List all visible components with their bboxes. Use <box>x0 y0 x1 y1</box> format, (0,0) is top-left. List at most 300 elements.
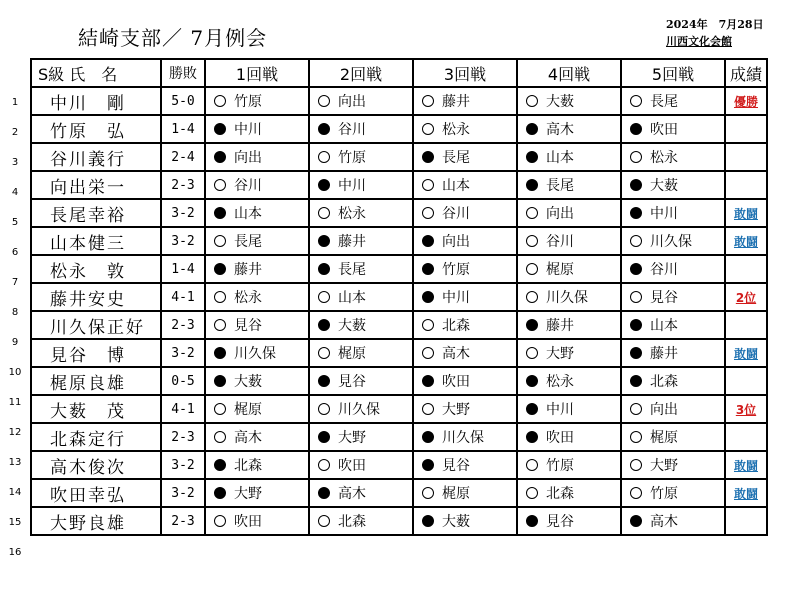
row-number: 15 <box>8 517 22 528</box>
opponent-name: 竹原 <box>650 486 678 502</box>
opponent-name: 向出 <box>442 234 470 250</box>
win-circle-icon <box>318 403 330 415</box>
table-row <box>31 87 767 115</box>
final-result <box>725 115 767 143</box>
win-circle-icon <box>214 515 226 527</box>
table-row <box>31 283 767 311</box>
opponent-name: 見谷 <box>442 458 470 474</box>
opponent-name: 竹原 <box>442 262 470 278</box>
round-5-cell <box>621 479 725 507</box>
player-name: 北森定行 <box>31 423 161 451</box>
round-4-cell <box>517 423 621 451</box>
opponent-name: 竹原 <box>338 150 366 166</box>
row-number: 16 <box>8 547 22 558</box>
player-name: 中川 剛 <box>31 87 161 115</box>
round-4-cell <box>517 395 621 423</box>
opponent-name: 見谷 <box>650 290 678 306</box>
opponent-name: 松永 <box>546 374 574 390</box>
win-circle-icon <box>630 403 642 415</box>
round-3-cell <box>413 423 517 451</box>
win-circle-icon <box>630 431 642 443</box>
row-number: 11 <box>8 397 22 408</box>
round-4-cell <box>517 339 621 367</box>
final-result: 敢闘 <box>725 451 767 479</box>
event-date: 2024年 7月28日 <box>666 18 764 31</box>
row-number: 8 <box>11 307 19 318</box>
player-name: 梶原良雄 <box>31 367 161 395</box>
player-name: 山本健三 <box>31 227 161 255</box>
table-row <box>31 255 767 283</box>
opponent-name: 北森 <box>338 514 366 530</box>
opponent-name: 梶原 <box>338 346 366 362</box>
event-meta <box>666 16 764 50</box>
win-circle-icon <box>422 95 434 107</box>
opponent-name: 竹原 <box>546 458 574 474</box>
win-loss-record: 2-3 <box>161 507 205 535</box>
opponent-name: 中川 <box>338 178 366 194</box>
round-3-cell <box>413 479 517 507</box>
loss-circle-icon <box>214 459 226 471</box>
round-2-cell <box>309 143 413 171</box>
round-3-cell <box>413 255 517 283</box>
round-5-cell <box>621 311 725 339</box>
opponent-name: 高木 <box>546 122 574 138</box>
loss-circle-icon <box>630 347 642 359</box>
round-3-cell <box>413 115 517 143</box>
opponent-name: 大薮 <box>650 178 678 194</box>
row-number: 7 <box>11 277 19 288</box>
final-result: 敢闘 <box>725 479 767 507</box>
round-2-cell <box>309 479 413 507</box>
win-loss-record: 1-4 <box>161 255 205 283</box>
loss-circle-icon <box>318 375 330 387</box>
opponent-name: 長尾 <box>338 262 366 278</box>
win-circle-icon <box>526 263 538 275</box>
opponent-name: 谷川 <box>234 178 262 194</box>
round-2-cell <box>309 283 413 311</box>
row-number: 1 <box>11 97 19 108</box>
win-circle-icon <box>526 207 538 219</box>
loss-circle-icon <box>422 235 434 247</box>
win-circle-icon <box>318 291 330 303</box>
win-circle-icon <box>318 459 330 471</box>
round-2-cell <box>309 339 413 367</box>
round-2-cell <box>309 171 413 199</box>
round-5-cell <box>621 115 725 143</box>
final-result <box>725 143 767 171</box>
loss-circle-icon <box>318 263 330 275</box>
round-2-cell <box>309 199 413 227</box>
opponent-name: 藤井 <box>234 262 262 278</box>
loss-circle-icon <box>214 123 226 135</box>
win-loss-record: 3-2 <box>161 479 205 507</box>
win-circle-icon <box>318 95 330 107</box>
loss-circle-icon <box>318 487 330 499</box>
header-round-4: 4回戦 <box>517 59 621 87</box>
table-row <box>31 199 767 227</box>
row-number-column <box>0 88 30 568</box>
win-loss-record: 1-4 <box>161 115 205 143</box>
opponent-name: 長尾 <box>546 178 574 194</box>
round-1-cell <box>205 339 309 367</box>
opponent-name: 大野 <box>442 402 470 418</box>
win-circle-icon <box>318 347 330 359</box>
round-4-cell <box>517 87 621 115</box>
player-name: 竹原 弘 <box>31 115 161 143</box>
table-row <box>31 171 767 199</box>
round-2-cell <box>309 423 413 451</box>
round-2-cell <box>309 227 413 255</box>
opponent-name: 大野 <box>234 486 262 502</box>
round-5-cell <box>621 227 725 255</box>
player-name: 谷川義行 <box>31 143 161 171</box>
final-result: 3位 <box>725 395 767 423</box>
round-3-cell <box>413 507 517 535</box>
loss-circle-icon <box>422 375 434 387</box>
round-1-cell <box>205 311 309 339</box>
win-circle-icon <box>214 431 226 443</box>
win-circle-icon <box>214 235 226 247</box>
round-1-cell <box>205 283 309 311</box>
opponent-name: 川久保 <box>650 234 692 250</box>
round-1-cell <box>205 255 309 283</box>
win-circle-icon <box>318 515 330 527</box>
win-loss-record: 3-2 <box>161 199 205 227</box>
final-result: 優勝 <box>725 87 767 115</box>
results-table <box>30 58 768 536</box>
final-result: 2位 <box>725 283 767 311</box>
loss-circle-icon <box>630 263 642 275</box>
win-circle-icon <box>422 179 434 191</box>
header-round-3: 3回戦 <box>413 59 517 87</box>
round-5-cell <box>621 171 725 199</box>
win-loss-record: 3-2 <box>161 451 205 479</box>
loss-circle-icon <box>318 179 330 191</box>
win-loss-record: 5-0 <box>161 87 205 115</box>
header-name: S級 氏 名 <box>31 59 161 87</box>
player-name: 大野良雄 <box>31 507 161 535</box>
opponent-name: 中川 <box>546 402 574 418</box>
opponent-name: 梶原 <box>546 262 574 278</box>
player-name: 長尾幸裕 <box>31 199 161 227</box>
player-name: 藤井安史 <box>31 283 161 311</box>
opponent-name: 吹田 <box>442 374 470 390</box>
final-result: 敢闘 <box>725 227 767 255</box>
win-circle-icon <box>630 151 642 163</box>
opponent-name: 山本 <box>338 290 366 306</box>
final-result <box>725 171 767 199</box>
table-row <box>31 395 767 423</box>
header-round-5: 5回戦 <box>621 59 725 87</box>
round-5-cell <box>621 507 725 535</box>
loss-circle-icon <box>422 515 434 527</box>
header-score: 勝敗 <box>161 59 205 87</box>
win-circle-icon <box>422 487 434 499</box>
win-circle-icon <box>214 403 226 415</box>
opponent-name: 山本 <box>442 178 470 194</box>
opponent-name: 梶原 <box>650 430 678 446</box>
round-4-cell <box>517 171 621 199</box>
opponent-name: 長尾 <box>234 234 262 250</box>
round-4-cell <box>517 367 621 395</box>
round-3-cell <box>413 367 517 395</box>
round-5-cell <box>621 339 725 367</box>
opponent-name: 見谷 <box>546 514 574 530</box>
win-loss-record: 2-3 <box>161 171 205 199</box>
loss-circle-icon <box>214 263 226 275</box>
loss-circle-icon <box>214 487 226 499</box>
loss-circle-icon <box>422 263 434 275</box>
player-name: 高木俊次 <box>31 451 161 479</box>
round-4-cell <box>517 451 621 479</box>
round-3-cell <box>413 227 517 255</box>
opponent-name: 長尾 <box>442 150 470 166</box>
opponent-name: 北森 <box>234 458 262 474</box>
round-1-cell <box>205 115 309 143</box>
opponent-name: 大野 <box>546 346 574 362</box>
win-circle-icon <box>214 291 226 303</box>
opponent-name: 吹田 <box>546 430 574 446</box>
loss-circle-icon <box>318 123 330 135</box>
win-circle-icon <box>526 291 538 303</box>
row-number: 4 <box>11 187 19 198</box>
loss-circle-icon <box>526 179 538 191</box>
page-title: 結崎支部／ 7月例会 <box>78 26 268 50</box>
opponent-name: 見谷 <box>234 318 262 334</box>
row-number: 14 <box>8 487 22 498</box>
player-name: 松永 敦 <box>31 255 161 283</box>
round-3-cell <box>413 171 517 199</box>
win-loss-record: 4-1 <box>161 283 205 311</box>
round-5-cell <box>621 395 725 423</box>
round-5-cell <box>621 451 725 479</box>
win-circle-icon <box>318 151 330 163</box>
round-1-cell <box>205 367 309 395</box>
round-4-cell <box>517 283 621 311</box>
header-round-2: 2回戦 <box>309 59 413 87</box>
loss-circle-icon <box>630 375 642 387</box>
final-result: 敢闘 <box>725 339 767 367</box>
round-1-cell <box>205 171 309 199</box>
win-circle-icon <box>422 123 434 135</box>
opponent-name: 川久保 <box>442 430 484 446</box>
win-circle-icon <box>630 95 642 107</box>
final-result <box>725 423 767 451</box>
loss-circle-icon <box>214 375 226 387</box>
opponent-name: 向出 <box>234 150 262 166</box>
loss-circle-icon <box>526 151 538 163</box>
opponent-name: 松永 <box>234 290 262 306</box>
row-number: 10 <box>8 367 22 378</box>
loss-circle-icon <box>422 291 434 303</box>
opponent-name: 山本 <box>546 150 574 166</box>
opponent-name: 大薮 <box>338 318 366 334</box>
row-number: 13 <box>8 457 22 468</box>
round-2-cell <box>309 115 413 143</box>
row-number: 6 <box>11 247 19 258</box>
header-result: 成績 <box>725 59 767 87</box>
loss-circle-icon <box>422 459 434 471</box>
final-result <box>725 255 767 283</box>
round-2-cell <box>309 255 413 283</box>
opponent-name: 北森 <box>442 318 470 334</box>
win-circle-icon <box>630 459 642 471</box>
opponent-name: 谷川 <box>546 234 574 250</box>
round-1-cell <box>205 451 309 479</box>
round-5-cell <box>621 283 725 311</box>
round-3-cell <box>413 395 517 423</box>
player-name: 大薮 茂 <box>31 395 161 423</box>
loss-circle-icon <box>630 515 642 527</box>
round-5-cell <box>621 423 725 451</box>
loss-circle-icon <box>214 207 226 219</box>
table-row <box>31 227 767 255</box>
table-row <box>31 451 767 479</box>
round-1-cell <box>205 423 309 451</box>
round-2-cell <box>309 367 413 395</box>
win-circle-icon <box>526 347 538 359</box>
opponent-name: 高木 <box>650 514 678 530</box>
loss-circle-icon <box>630 207 642 219</box>
player-name: 見谷 博 <box>31 339 161 367</box>
opponent-name: 見谷 <box>338 374 366 390</box>
player-name: 川久保正好 <box>31 311 161 339</box>
table-row <box>31 479 767 507</box>
loss-circle-icon <box>630 319 642 331</box>
opponent-name: 松永 <box>442 122 470 138</box>
round-2-cell <box>309 395 413 423</box>
round-3-cell <box>413 311 517 339</box>
table-row <box>31 367 767 395</box>
win-loss-record: 4-1 <box>161 395 205 423</box>
opponent-name: 大野 <box>338 430 366 446</box>
round-1-cell <box>205 479 309 507</box>
row-number: 2 <box>11 127 19 138</box>
loss-circle-icon <box>526 319 538 331</box>
opponent-name: 中川 <box>650 206 678 222</box>
final-result <box>725 367 767 395</box>
round-1-cell <box>205 507 309 535</box>
round-3-cell <box>413 143 517 171</box>
opponent-name: 大薮 <box>546 94 574 110</box>
round-5-cell <box>621 255 725 283</box>
win-circle-icon <box>214 319 226 331</box>
row-number: 12 <box>8 427 22 438</box>
win-circle-icon <box>526 459 538 471</box>
round-3-cell <box>413 339 517 367</box>
win-loss-record: 2-3 <box>161 311 205 339</box>
row-number: 3 <box>11 157 19 168</box>
win-circle-icon <box>422 319 434 331</box>
round-3-cell <box>413 451 517 479</box>
win-circle-icon <box>526 235 538 247</box>
opponent-name: 川久保 <box>338 402 380 418</box>
opponent-name: 藤井 <box>442 94 470 110</box>
loss-circle-icon <box>214 151 226 163</box>
loss-circle-icon <box>526 375 538 387</box>
opponent-name: 高木 <box>338 486 366 502</box>
win-circle-icon <box>318 207 330 219</box>
row-number: 5 <box>11 217 19 228</box>
opponent-name: 梶原 <box>234 402 262 418</box>
loss-circle-icon <box>630 123 642 135</box>
round-5-cell <box>621 367 725 395</box>
loss-circle-icon <box>526 123 538 135</box>
opponent-name: 山本 <box>650 318 678 334</box>
table-row <box>31 311 767 339</box>
opponent-name: 藤井 <box>650 346 678 362</box>
table-row <box>31 115 767 143</box>
player-name: 向出栄一 <box>31 171 161 199</box>
opponent-name: 松永 <box>650 150 678 166</box>
loss-circle-icon <box>318 319 330 331</box>
opponent-name: 向出 <box>546 206 574 222</box>
round-3-cell <box>413 199 517 227</box>
table-header-row <box>31 59 767 87</box>
opponent-name: 向出 <box>650 402 678 418</box>
win-loss-record: 3-2 <box>161 227 205 255</box>
win-circle-icon <box>526 95 538 107</box>
event-venue: 川西文化会館 <box>666 35 732 48</box>
round-1-cell <box>205 143 309 171</box>
win-loss-record: 0-5 <box>161 367 205 395</box>
loss-circle-icon <box>526 431 538 443</box>
round-1-cell <box>205 199 309 227</box>
opponent-name: 大薮 <box>442 514 470 530</box>
round-4-cell <box>517 507 621 535</box>
opponent-name: 高木 <box>442 346 470 362</box>
win-circle-icon <box>630 235 642 247</box>
round-4-cell <box>517 115 621 143</box>
opponent-name: 松永 <box>338 206 366 222</box>
round-4-cell <box>517 255 621 283</box>
opponent-name: 山本 <box>234 206 262 222</box>
round-4-cell <box>517 311 621 339</box>
opponent-name: 吹田 <box>338 458 366 474</box>
round-2-cell <box>309 87 413 115</box>
opponent-name: 長尾 <box>650 94 678 110</box>
round-4-cell <box>517 227 621 255</box>
round-4-cell <box>517 199 621 227</box>
opponent-name: 向出 <box>338 94 366 110</box>
opponent-name: 藤井 <box>546 318 574 334</box>
loss-circle-icon <box>422 151 434 163</box>
opponent-name: 梶原 <box>442 486 470 502</box>
table-row <box>31 423 767 451</box>
round-4-cell <box>517 479 621 507</box>
final-result <box>725 507 767 535</box>
round-1-cell <box>205 87 309 115</box>
loss-circle-icon <box>318 235 330 247</box>
opponent-name: 谷川 <box>442 206 470 222</box>
opponent-name: 大薮 <box>234 374 262 390</box>
round-2-cell <box>309 311 413 339</box>
opponent-name: 藤井 <box>338 234 366 250</box>
round-2-cell <box>309 451 413 479</box>
round-2-cell <box>309 507 413 535</box>
win-circle-icon <box>526 487 538 499</box>
win-circle-icon <box>422 347 434 359</box>
opponent-name: 谷川 <box>338 122 366 138</box>
win-loss-record: 2-4 <box>161 143 205 171</box>
win-loss-record: 3-2 <box>161 339 205 367</box>
header-round-1: 1回戦 <box>205 59 309 87</box>
round-5-cell <box>621 143 725 171</box>
win-loss-record: 2-3 <box>161 423 205 451</box>
opponent-name: 北森 <box>650 374 678 390</box>
win-circle-icon <box>630 487 642 499</box>
opponent-name: 吹田 <box>234 514 262 530</box>
